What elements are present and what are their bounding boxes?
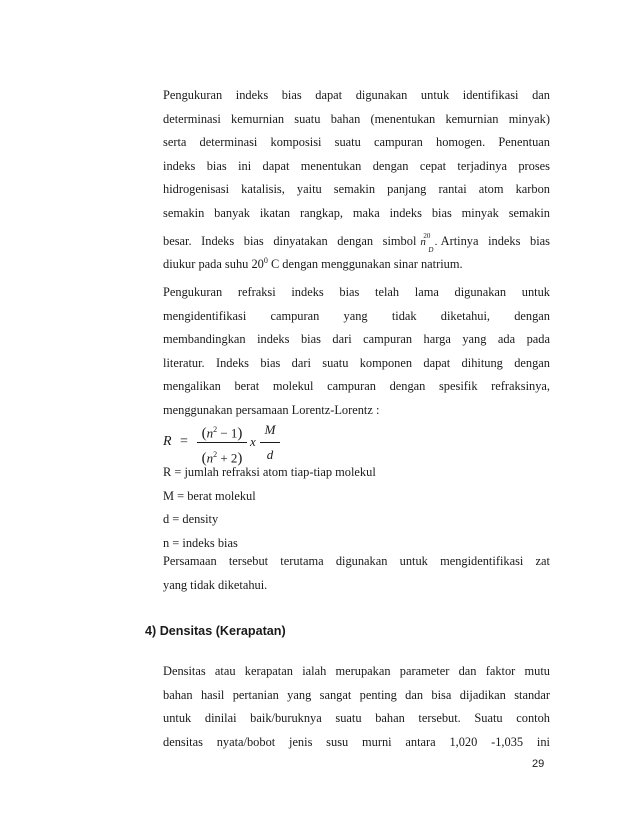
paragraph-formula-use (163, 550, 550, 597)
definition-item: M = berat molekul (163, 488, 256, 503)
paren-close: ) (237, 425, 243, 442)
text-line (163, 253, 550, 277)
paren-close: ) (237, 450, 243, 467)
paragraph-density (163, 660, 550, 754)
var-n: n (206, 450, 214, 466)
text-line: semakin banyak ikatan rangkap, maka indeks bias minyak semakin (163, 205, 550, 220)
formula-numerator (197, 420, 247, 440)
text-line: untuk dinilai baik/buruknya suatu bahan tersebut. Suatu contoh (163, 711, 550, 726)
text-line: densitas nyata/bobot jenis susu murni antara 1,020 -1,035 ini (163, 734, 550, 749)
text-line: Densitas atau kerapatan ialah merupakan parameter dan faktor mutu (163, 664, 550, 678)
paragraph-refraction-measurement (163, 281, 550, 423)
text-line: hidrogenisasi katalisis, yaitu semakin panjang rantai atom karbon (163, 182, 550, 197)
symbol-subscript: D (428, 245, 434, 254)
formula-fraction-m-d (260, 420, 280, 465)
refractive-index-symbol (420, 231, 438, 254)
text-segment: diukur pada suhu 20 (163, 257, 264, 272)
text-line: literatur. Indeks bias dari suatu komponen dapat dihitung dengan (163, 355, 550, 370)
text-line: Persamaan tersebut terutama digunakan untuk mengidentifikasi zat (163, 554, 550, 568)
text-segment: C dengan menggunakan sinar natrium. (267, 257, 463, 272)
var-n: n (206, 425, 214, 441)
section-heading-densitas: 4) Densitas (Kerapatan) (145, 624, 286, 638)
degree-superscript: 0 (263, 256, 268, 266)
formula-numerator-m: M (264, 422, 276, 437)
paragraph-refractive-index-use (163, 84, 550, 277)
text-segment: besar. Indeks bias dinyatakan dengan simbol (163, 233, 417, 248)
text-line: mengalikan berat molekul campuran dengan spesifik refraksinya, (163, 379, 550, 394)
symbol-superscript: 20 (423, 231, 431, 240)
text-line-with-symbol (163, 230, 550, 254)
text-line: Pengukuran refraksi indeks bias telah lama digunakan untuk (163, 285, 550, 299)
formula-denominator-d: d (266, 447, 274, 462)
fraction-bar (260, 442, 280, 443)
exponent: 2 (213, 425, 218, 434)
symbol-base: n (420, 235, 426, 248)
exponent: 2 (213, 450, 218, 459)
numerator-rest: − 1 (217, 425, 238, 441)
text-line: membandingkan indeks bias dari campuran harga yang ada pada (163, 332, 550, 347)
fraction-bar (197, 442, 247, 443)
text-line: serta determinasi komposisi suatu campuran homogen. Penentuan (163, 135, 550, 150)
paren-open: ( (201, 450, 207, 467)
definition-item: d = density (163, 512, 219, 527)
page-number: 29 (532, 758, 545, 770)
definition-item: R = jumlah refraksi atom tiap-tiap molekul (163, 465, 376, 479)
text-segment: Artinya indeks bias (440, 233, 550, 248)
text-line: bahan hasil pertanian yang sangat penting dan bisa dijadikan standar (163, 687, 550, 702)
formula-definitions (163, 461, 550, 555)
text-line: menggunakan persamaan Lorentz-Lorentz : (163, 402, 380, 417)
formula-times: x (250, 434, 256, 449)
text-line: yang tidak diketahui. (163, 577, 268, 592)
formula-lhs: R (163, 434, 172, 449)
formula-equals: = (180, 434, 188, 449)
definition-item: n = indeks bias (163, 535, 238, 550)
paren-open: ( (201, 425, 207, 442)
text-line: Pengukuran indeks bias dapat digunakan untuk identifikasi dan (163, 88, 550, 102)
symbol-dot: . (434, 235, 438, 248)
text-line: indeks bias ini dapat menentukan dengan cepat terjadinya proses (163, 158, 550, 173)
text-line: mengidentifikasi campuran yang tidak diketahui, dengan (163, 308, 550, 323)
formula-fraction-n (197, 420, 247, 465)
denominator-rest: + 2 (217, 450, 238, 466)
text-line: determinasi kemurnian suatu bahan (menentukan kemurnian minyak) (163, 111, 550, 126)
